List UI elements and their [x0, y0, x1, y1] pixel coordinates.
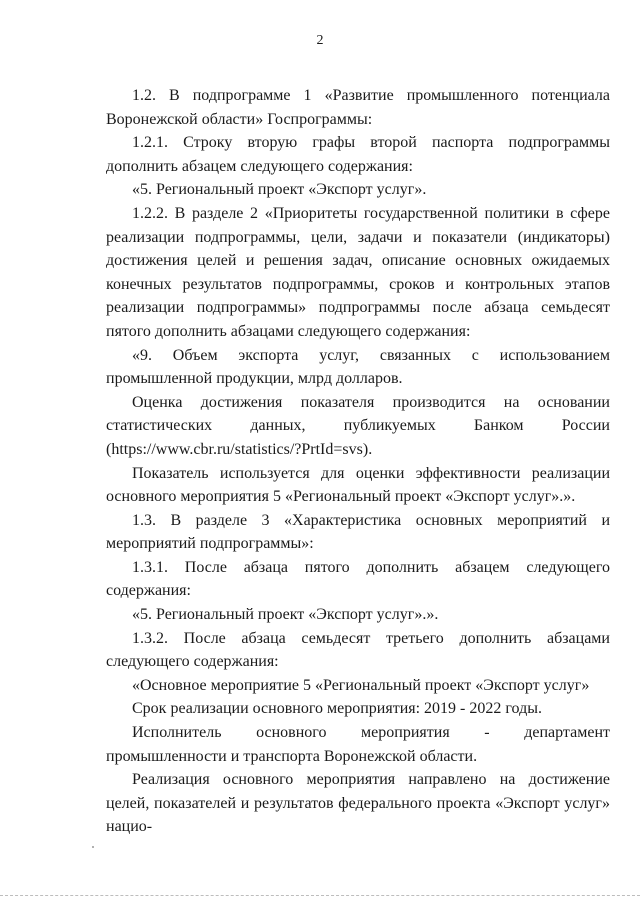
paragraph-executor: Исполнитель основного мероприятия - департамент промышленности и транспорта Воронежской области.: [106, 724, 610, 765]
paragraph-assessment: Оценка достижения показателя производится на основании статистических данных, публикуемых Банком России (https://www.cbr.ru/statistics/?PrtId=svs).: [106, 393, 610, 458]
paragraph-1-2: 1.2. В подпрограмме 1 «Развитие промышленного потенциала Воронежской области» Госпрограммы:: [106, 87, 610, 128]
paragraph-1-2-1: 1.2.1. Строку вторую графы второй паспорта подпрограммы дополнить абзацем следующего содержания:: [106, 134, 610, 175]
scan-speck: [92, 846, 94, 848]
paragraph-1-3: 1.3. В разделе 3 «Характеристика основных мероприятий и мероприятий подпрограммы»:: [106, 511, 610, 553]
paragraph-quote-export-services: «5. Региональный проект «Экспорт услуг».: [132, 181, 427, 199]
paragraph-indicator-usage: Показатель используется для оценки эффективности реализации основного мероприятия 5 «Региональный проект «Экспорт услуг».».: [106, 464, 610, 506]
paragraph-1-3-1: 1.3.1. После абзаца пятого дополнить абзацем следующего содержания:: [106, 558, 610, 600]
page-bottom-edge: [0, 895, 640, 896]
paragraph-implementation-goal: Реализация основного мероприятия направлено на достижение целей, показателей и результатов федерального проекта «Экспорт услуг» нацио-: [106, 771, 610, 836]
paragraph-indicator-9: «9. Объем экспорта услуг, связанных с использованием промышленной продукции, млрд долларов.: [106, 346, 610, 388]
paragraph-implementation-period: Срок реализации основного мероприятия: 2019 - 2022 годы.: [132, 700, 542, 718]
paragraph-main-activity-5: «Основное мероприятие 5 «Региональный проект «Экспорт услуг»: [132, 676, 590, 694]
page-number: 2: [316, 33, 324, 48]
document-body: [106, 84, 610, 839]
paragraph-1-3-2: 1.3.2. После абзаца семьдесят третьего дополнить абзацами следующего содержания:: [106, 629, 610, 671]
paragraph-1-2-2: 1.2.2. В разделе 2 «Приоритеты государственной политики в сфере реализации подпрограммы, цели, задачи и показатели (индикаторы) достижения целей и решения задач, описание основных ожидаемых конечных результатов подпрограммы, сроков и контрольных этапов реализации подпрограммы» подпрограммы после абзаца семьдесят пятого дополнить абзацами следующего содержания:: [106, 204, 610, 340]
paragraph-quote-export-services-2: «5. Региональный проект «Экспорт услуг».».: [132, 606, 439, 624]
